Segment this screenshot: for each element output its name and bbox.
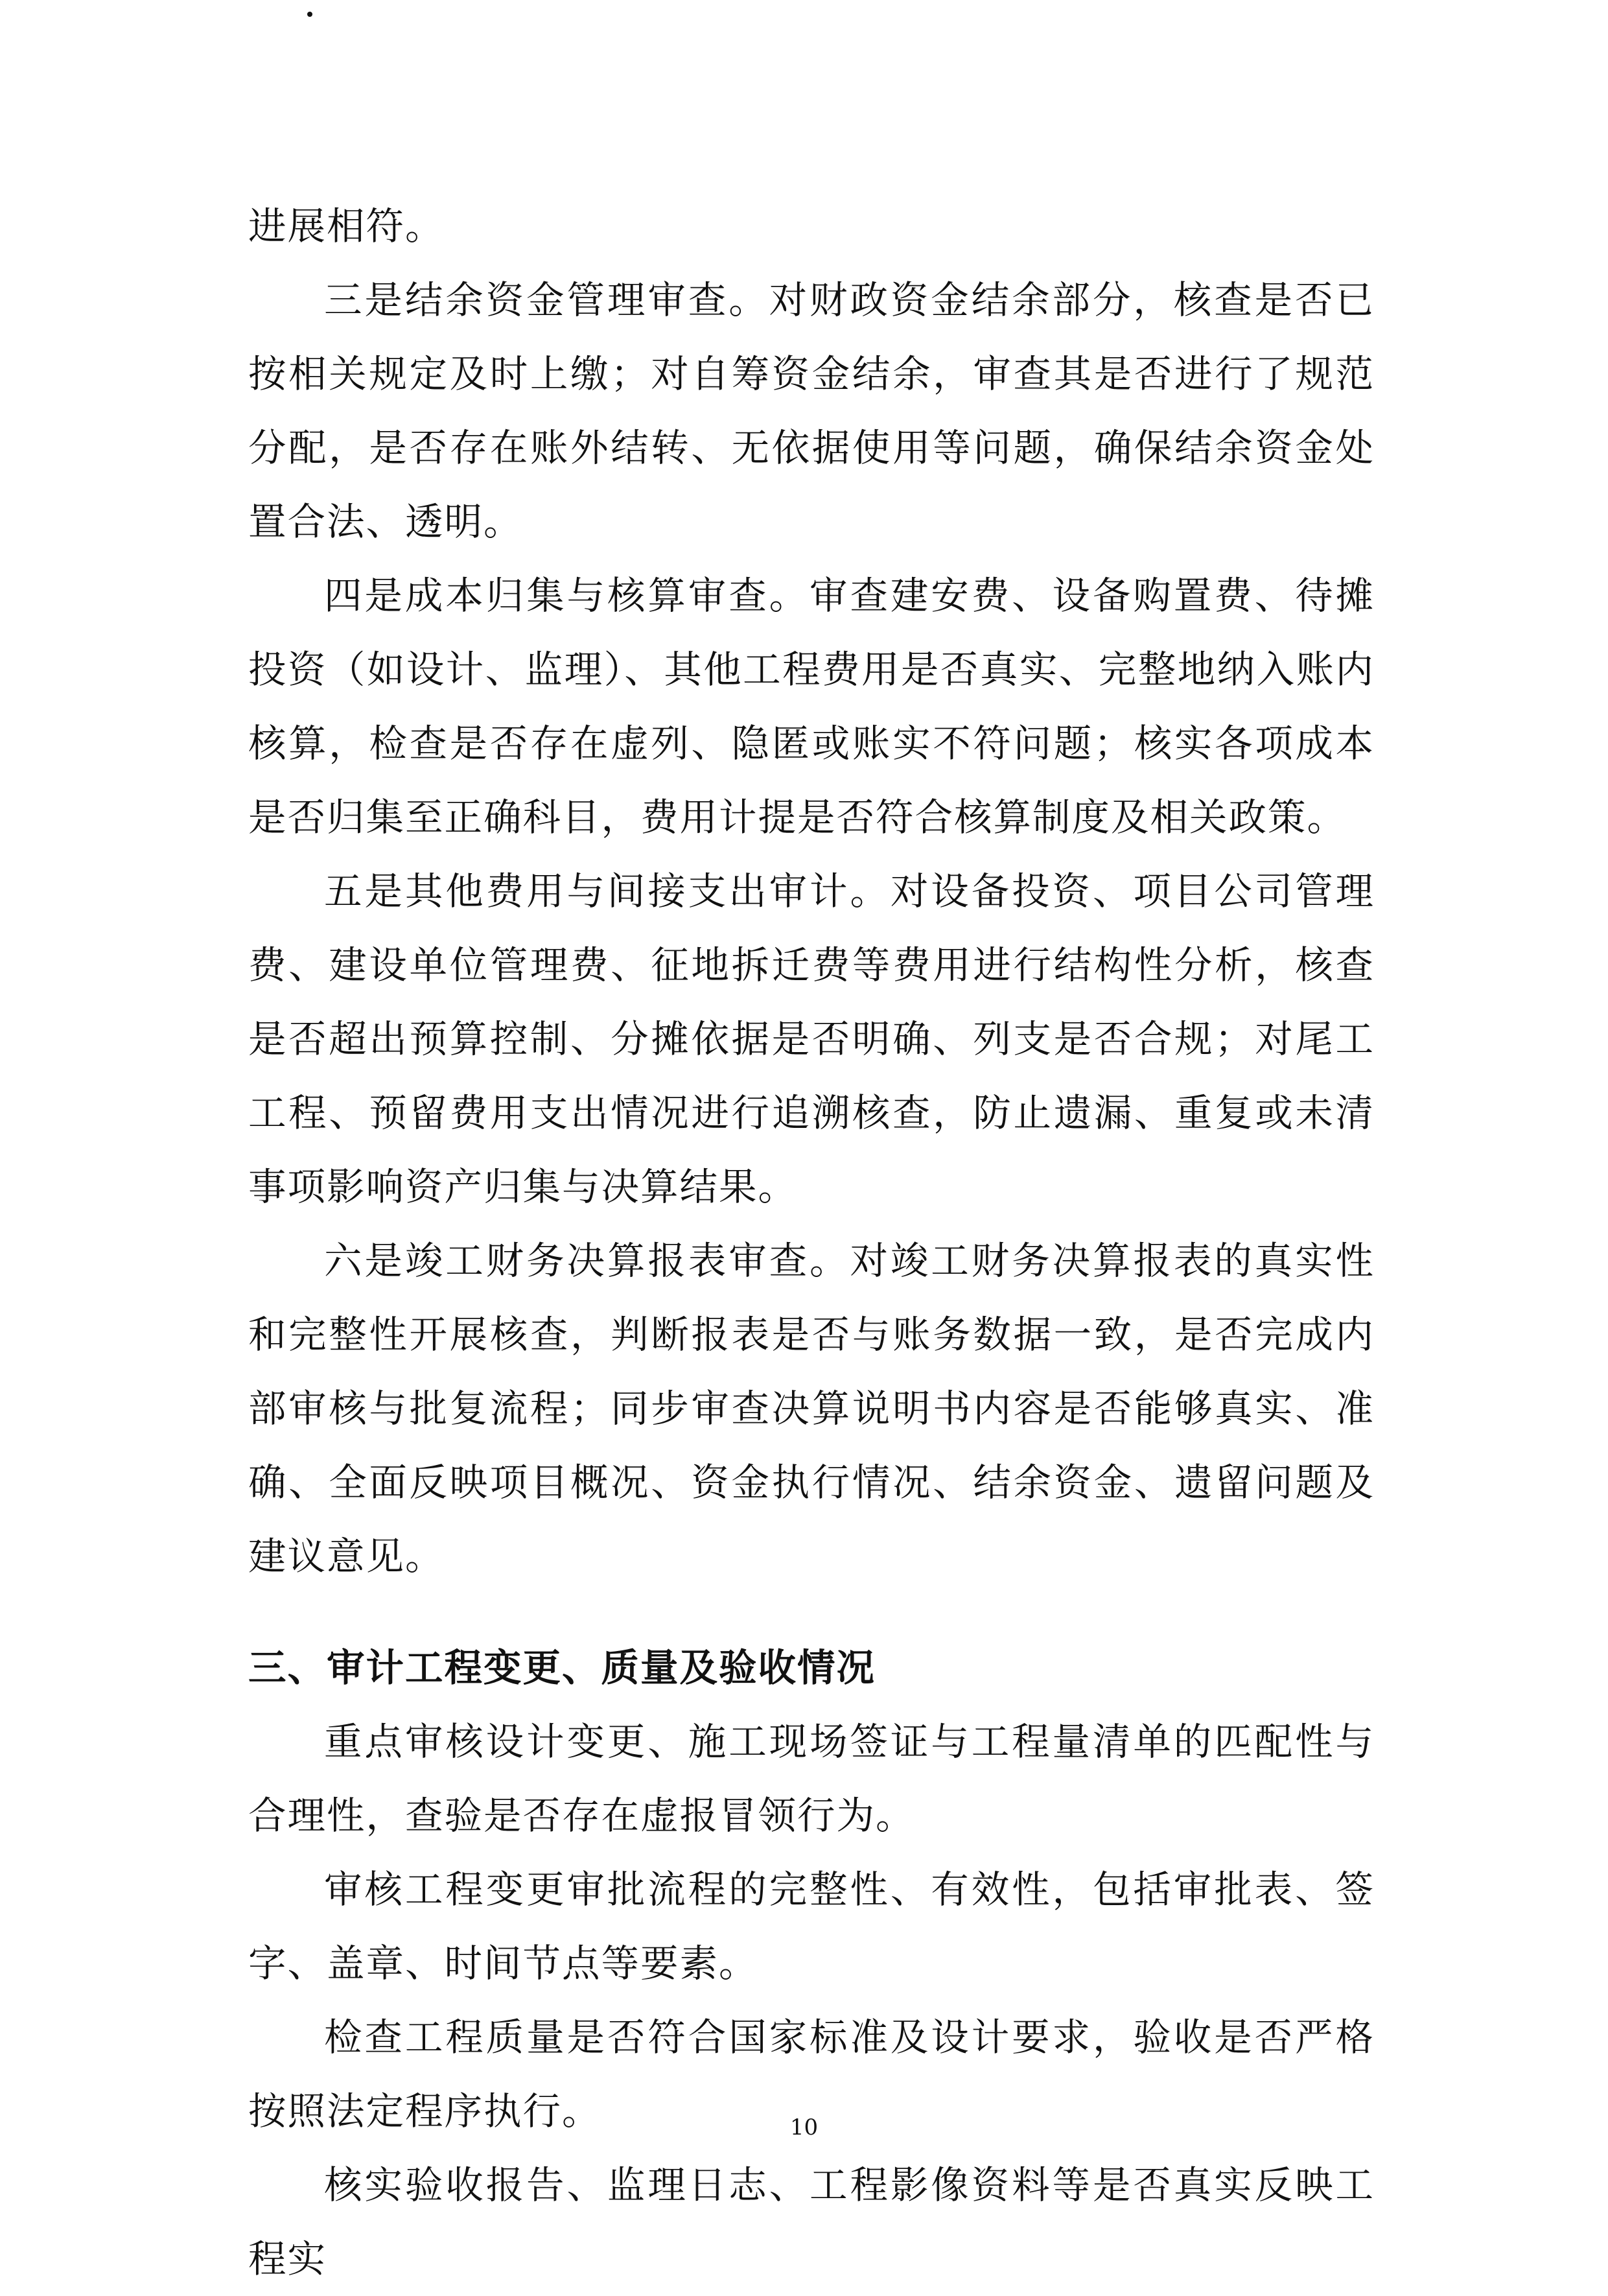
paragraph-acceptance-report-check: 核实验收报告、监理日志、工程影像资料等是否真实反映工程实 — [248, 2163, 1375, 2281]
page-number: 10 — [789, 2114, 819, 2140]
paragraph-design-change-review: 重点审核设计变更、施工现场签证与工程量清单的匹配性与合理性，查验是否存在虚报冒领行为。 — [248, 1720, 1375, 1838]
paragraph-quality-check: 检查工程质量是否符合国家标准及设计要求，验收是否严格按照法定程序执行。 — [248, 2015, 1375, 2133]
paragraph-approval-process-review: 审核工程变更审批流程的完整性、有效性，包括审批表、签字、盖章、时间节点等要素。 — [248, 1868, 1375, 1986]
paragraph-continuation: 进展相符。 — [248, 204, 445, 248]
paragraph-cost-accounting-review: 四是成本归集与核算审查。审查建安费、设备购置费、待摊投资（如设计、监理）、其他工程费用是否真实、完整地纳入账内核算，检查是否存在虚列、隐匿或账实不符问题；核实各项成本是否归集至正确科目，费用计提是否符合核算制度及相关政策。 — [248, 574, 1375, 839]
paragraph-surplus-funds-review: 三是结余资金管理审查。对财政资金结余部分，核查是否已按相关规定及时上缴；对自筹资金结余，审查其是否进行了规范分配，是否存在账外结转、无依据使用等问题，确保结余资金处置合法、透明。 — [248, 278, 1375, 544]
scan-dot-mark — [307, 12, 312, 17]
document-body — [248, 189, 1375, 2296]
paragraph-other-expenses-audit: 五是其他费用与间接支出审计。对设备投资、项目公司管理费、建设单位管理费、征地拆迁费等费用进行结构性分析，核查是否超出预算控制、分摊依据是否明确、列支是否合规；对尾工工程、预留费用支出情况进行追溯核查，防止遗漏、重复或未清事项影响资产归集与决算结果。 — [248, 869, 1375, 1209]
paragraph-final-accounts-review: 六是竣工财务决算报表审查。对竣工财务决算报表的真实性和完整性开展核查，判断报表是否与账务数据一致，是否完成内部审核与批复流程；同步审查决算说明书内容是否能够真实、准确、全面反映项目概况、资金执行情况、结余资金、遗留问题及建议意见。 — [248, 1239, 1375, 1578]
section-heading: 三、审计工程变更、质量及验收情况 — [248, 1645, 876, 1690]
